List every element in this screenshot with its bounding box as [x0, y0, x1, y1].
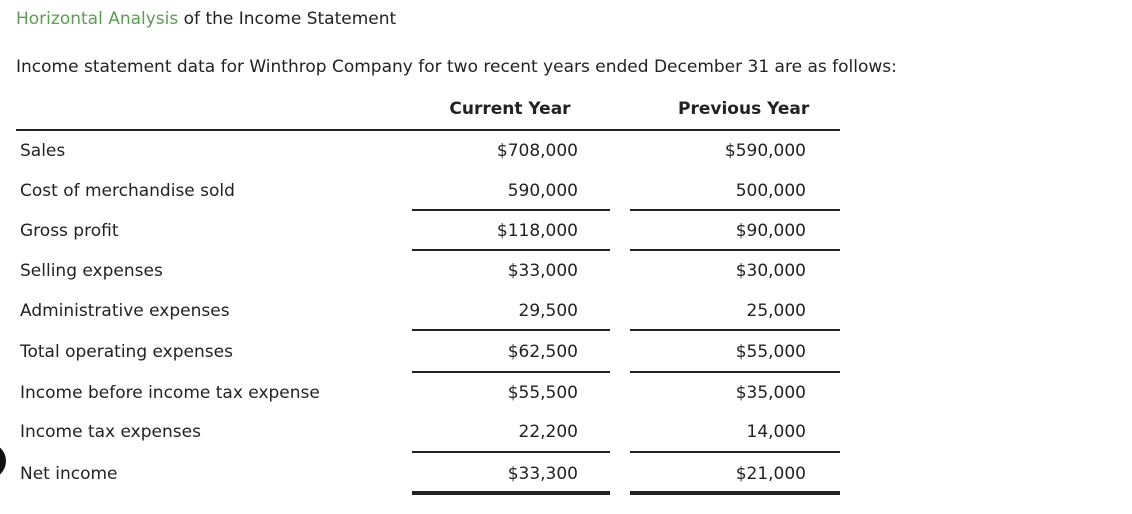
current-year-value: 590,000 — [507, 181, 578, 201]
row-label: Cost of merchandise sold — [20, 181, 235, 201]
column-header-current-year: Current Year — [449, 99, 571, 119]
row-label: Net income — [20, 464, 118, 484]
previous-year-value: $55,000 — [735, 342, 806, 362]
previous-year-value: $90,000 — [735, 221, 806, 241]
row-label: Gross profit — [20, 221, 119, 241]
table-row — [0, 464, 1132, 504]
table-row — [0, 383, 1132, 423]
subtotal-rule — [630, 451, 840, 453]
current-year-value: 22,200 — [518, 422, 578, 442]
horizontal-analysis-link[interactable]: Horizontal Analysis — [16, 9, 179, 29]
previous-year-value: 14,000 — [746, 422, 806, 442]
subtotal-rule — [630, 371, 840, 373]
current-year-value: $118,000 — [496, 221, 578, 241]
row-label: Administrative expenses — [20, 301, 230, 321]
subtotal-rule — [630, 209, 840, 211]
subtotal-rule — [412, 451, 610, 453]
title-rest: of the Income Statement — [178, 9, 397, 29]
row-label: Income tax expenses — [20, 422, 201, 442]
subtotal-rule — [412, 329, 610, 331]
subtotal-rule — [630, 329, 840, 331]
current-year-value: 29,500 — [518, 301, 578, 321]
table-row — [0, 342, 1132, 382]
previous-year-value: 500,000 — [735, 181, 806, 201]
table-row — [0, 301, 1132, 341]
page-title — [16, 9, 396, 29]
current-year-value: $33,000 — [507, 261, 578, 281]
table-row — [0, 141, 1132, 181]
previous-year-value: $21,000 — [735, 464, 806, 484]
current-year-value: $55,500 — [507, 383, 578, 403]
current-year-value: $708,000 — [496, 141, 578, 161]
subtotal-rule — [412, 209, 610, 211]
current-year-value: $62,500 — [507, 342, 578, 362]
total-double-rule — [630, 491, 840, 495]
previous-year-value: $590,000 — [724, 141, 806, 161]
column-header-previous-year: Previous Year — [678, 99, 810, 119]
subtotal-rule — [412, 371, 610, 373]
row-label: Selling expenses — [20, 261, 163, 281]
subtotal-rule — [412, 249, 610, 251]
row-label: Sales — [20, 141, 66, 161]
table-row — [0, 221, 1132, 261]
table-row — [0, 181, 1132, 221]
header-divider — [16, 129, 840, 131]
table-row — [0, 261, 1132, 301]
intro-text: Income statement data for Winthrop Company for two recent years ended December 31 are as follows: — [16, 57, 897, 77]
row-label: Total operating expenses — [20, 342, 233, 362]
current-year-value: $33,300 — [507, 464, 578, 484]
previous-year-value: 25,000 — [746, 301, 806, 321]
subtotal-rule — [630, 249, 840, 251]
previous-year-value: $35,000 — [735, 383, 806, 403]
total-double-rule — [412, 491, 610, 495]
row-label: Income before income tax expense — [20, 383, 320, 403]
table-row — [0, 422, 1132, 462]
previous-year-value: $30,000 — [735, 261, 806, 281]
